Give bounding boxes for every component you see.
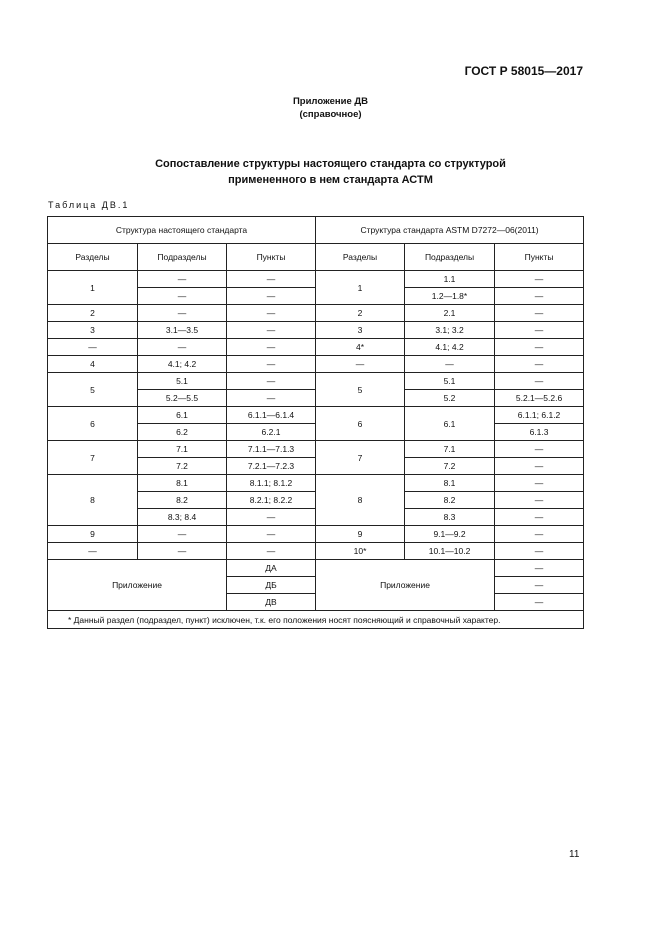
section-heading: [0, 156, 661, 188]
table-cell: 5.1: [405, 373, 495, 390]
table-cell: 3.1; 3.2: [405, 322, 495, 339]
column-header-subsections: Подразделы: [138, 244, 227, 271]
table-cell: —: [227, 271, 316, 288]
table-cell: 8: [48, 475, 138, 526]
table-cell: 9: [316, 526, 405, 543]
table-cell: —: [227, 288, 316, 305]
table-cell: —: [495, 441, 584, 458]
column-header-items: Пункты: [227, 244, 316, 271]
table-caption: Таблица ДВ.1: [48, 200, 130, 210]
right-group-header: Структура стандарта ASTM D7272—06(2011): [316, 217, 584, 244]
table-row: [48, 305, 584, 322]
table-cell: 1.2—1.8*: [405, 288, 495, 305]
table-cell: —: [495, 526, 584, 543]
table-cell: 7.1: [138, 441, 227, 458]
appendix-kind: (справочное): [299, 109, 362, 120]
table-cell: 5: [48, 373, 138, 407]
table-cell: —: [227, 526, 316, 543]
column-header-items: Пункты: [495, 244, 584, 271]
table-cell: —: [495, 577, 584, 594]
table-cell: 5: [316, 373, 405, 407]
table-cell: 2.1: [405, 305, 495, 322]
table-cell: 4*: [316, 339, 405, 356]
table-cell: 6.1: [405, 407, 495, 441]
table-cell: 10*: [316, 543, 405, 560]
table-cell: —: [227, 509, 316, 526]
table-cell: —: [138, 271, 227, 288]
heading-line-1: Сопоставление структуры настоящего стандарта со структурой: [155, 158, 506, 170]
appendix-title: Приложение ДВ: [292, 96, 369, 107]
table-cell: 6: [316, 407, 405, 441]
table-cell: 3: [316, 322, 405, 339]
table-cell: 4: [48, 356, 138, 373]
table-cell: 7.1: [405, 441, 495, 458]
table-cell: —: [495, 475, 584, 492]
table-cell: 8.3: [405, 509, 495, 526]
table-cell: ДА: [227, 560, 316, 577]
table-cell: 1: [316, 271, 405, 305]
table-cell: 8: [316, 475, 405, 526]
table-cell: 8.2: [405, 492, 495, 509]
table-cell: 6.1.3: [495, 424, 584, 441]
table-cell: —: [495, 339, 584, 356]
table-cell: 9.1—9.2: [405, 526, 495, 543]
table-row: [48, 271, 584, 288]
table-cell: —: [138, 339, 227, 356]
table-cell: 9: [48, 526, 138, 543]
table-row: [48, 322, 584, 339]
document-code: ГОСТ Р 58015—2017: [464, 64, 583, 78]
table-cell: —: [495, 560, 584, 577]
appendix-label-left: Приложение: [48, 560, 227, 611]
table-cell: —: [495, 356, 584, 373]
table-cell: 10.1—10.2: [405, 543, 495, 560]
table-cell: —: [227, 543, 316, 560]
table-row: [48, 339, 584, 356]
table-cell: 8.1.1; 8.1.2: [227, 475, 316, 492]
table-group-header-row: [48, 217, 584, 244]
appendix-label-right: Приложение: [316, 560, 495, 611]
table-cell: ДВ: [227, 594, 316, 611]
table-cell: —: [227, 373, 316, 390]
table-cell: —: [227, 305, 316, 322]
heading-line-2: примененного в нем стандарта АСТМ: [228, 174, 433, 186]
structure-comparison-table: [47, 216, 584, 629]
table-cell: 8.2.1; 8.2.2: [227, 492, 316, 509]
table-cell: —: [495, 288, 584, 305]
table-cell: —: [495, 458, 584, 475]
table-cell: 6.2: [138, 424, 227, 441]
table-cell: —: [495, 271, 584, 288]
table-row: [48, 441, 584, 458]
table-cell: 5.2—5.5: [138, 390, 227, 407]
table-cell: —: [48, 543, 138, 560]
table-footnote: * Данный раздел (подраздел, пункт) исключен, т.к. его положения носят поясняющий и справочный характер.: [48, 611, 584, 629]
table-cell: 6: [48, 407, 138, 441]
table-cell: 1.1: [405, 271, 495, 288]
table-cell: 6.1.1; 6.1.2: [495, 407, 584, 424]
table-cell: 3: [48, 322, 138, 339]
table-cell: 5.2.1—5.2.6: [495, 390, 584, 407]
table-cell: 7: [316, 441, 405, 475]
table-footnote-row: [48, 611, 584, 629]
table-cell: 8.2: [138, 492, 227, 509]
table-cell: 8.1: [405, 475, 495, 492]
table-cell: ДБ: [227, 577, 316, 594]
table-cell: —: [495, 509, 584, 526]
appendix-title-block: [0, 95, 661, 121]
left-group-header: Структура настоящего стандарта: [48, 217, 316, 244]
table-cell: —: [227, 339, 316, 356]
table-cell: 3.1—3.5: [138, 322, 227, 339]
table-cell: 1: [48, 271, 138, 305]
table-cell: —: [495, 594, 584, 611]
table-row: [48, 373, 584, 390]
table-cell: 5.1: [138, 373, 227, 390]
table-cell: —: [495, 305, 584, 322]
page-number: 11: [569, 849, 580, 860]
table-cell: 6.2.1: [227, 424, 316, 441]
table-cell: —: [138, 526, 227, 543]
table-cell: —: [495, 543, 584, 560]
table-row: [48, 475, 584, 492]
table-cell: —: [138, 305, 227, 322]
table-cell: —: [405, 356, 495, 373]
table-cell: 7: [48, 441, 138, 475]
column-header-sections: Разделы: [48, 244, 138, 271]
table-row: [48, 356, 584, 373]
column-header-subsections: Подразделы: [405, 244, 495, 271]
table-cell: —: [316, 356, 405, 373]
table-cell: 2: [48, 305, 138, 322]
table-cell: 7.1.1—7.1.3: [227, 441, 316, 458]
table-cell: 7.2.1—7.2.3: [227, 458, 316, 475]
table-cell: 2: [316, 305, 405, 322]
table-row: [48, 543, 584, 560]
table-cell: 4.1; 4.2: [138, 356, 227, 373]
table-cell: 8.3; 8.4: [138, 509, 227, 526]
table-cell: —: [138, 288, 227, 305]
table-row: [48, 526, 584, 543]
table-cell: —: [495, 492, 584, 509]
table-cell: 7.2: [405, 458, 495, 475]
table-cell: 7.2: [138, 458, 227, 475]
table-cell: 8.1: [138, 475, 227, 492]
table-cell: 6.1: [138, 407, 227, 424]
table-cell: —: [227, 322, 316, 339]
table-row: [48, 560, 584, 577]
table-cell: 6.1.1—6.1.4: [227, 407, 316, 424]
table-cell: —: [48, 339, 138, 356]
table-row: [48, 407, 584, 424]
table-cell: —: [227, 356, 316, 373]
column-header-sections: Разделы: [316, 244, 405, 271]
table-column-header-row: [48, 244, 584, 271]
table-cell: —: [138, 543, 227, 560]
table-cell: 4.1; 4.2: [405, 339, 495, 356]
table-cell: —: [495, 322, 584, 339]
table-cell: —: [495, 373, 584, 390]
table-cell: —: [227, 390, 316, 407]
table-cell: 5.2: [405, 390, 495, 407]
